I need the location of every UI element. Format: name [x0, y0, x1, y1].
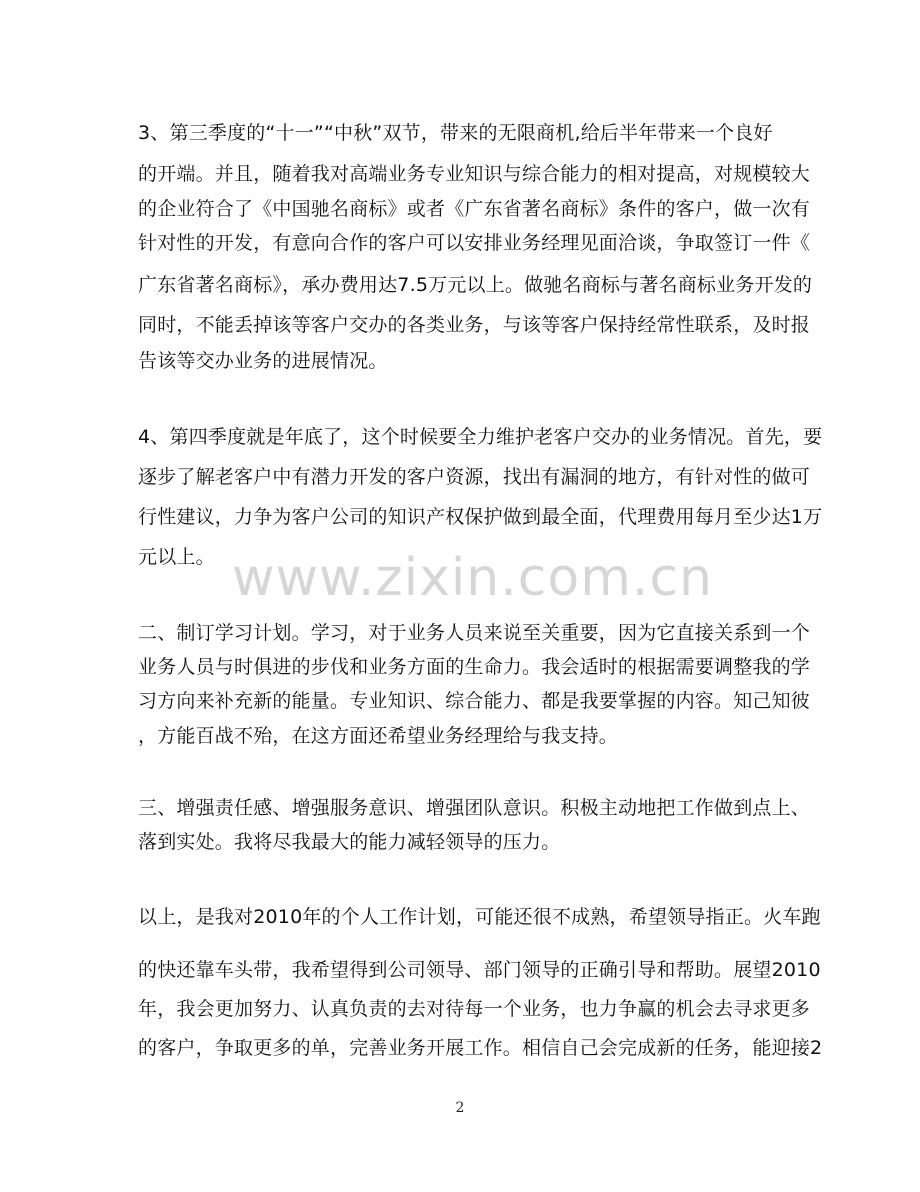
text-line: 广东省著名商标》，承办费用达7.5万元以上。做驰名商标与著名商标业务开发的: [138, 274, 813, 296]
text-line: 元以上。: [138, 546, 215, 568]
text-line: 年，我会更加努力、认真负责的去对待每一个业务，也力争赢的机会去寻求更多: [138, 998, 811, 1020]
text-line: 3、第三季度的“十一”“中秋”双节，带来的无限商机,给后半年带来一个良好: [138, 122, 773, 144]
text-line: 行性建议，力争为客户公司的知识产权保护做到最全面，代理费用每月至少达1万: [138, 506, 823, 528]
text-line: 逐步了解老客户中有潜力开发的客户资源，找出有漏洞的地方，有针对性的做可: [138, 466, 811, 488]
text-line: 告该等交办业务的进展情况。: [138, 350, 388, 372]
text-line: 习方向来补充新的能量。专业知识、综合能力、都是我要掌握的内容。知己知彼: [138, 690, 811, 712]
text-line: 的企业符合了《中国驰名商标》或者《广东省著名商标》条件的客户，做一次有: [138, 198, 811, 220]
text-line: ，方能百战不殆，在这方面还希望业务经理给与我支持。: [138, 725, 619, 747]
page-number: 2: [455, 1100, 465, 1116]
text-line: 的客户，争取更多的单，完善业务开展工作。相信自己会完成新的任务，能迎接2: [138, 1037, 823, 1059]
text-line: 同时，不能丢掉该等客户交办的各类业务，与该等客户保持经常性联系，及时报: [138, 314, 811, 336]
text-line: 的快还靠车头带，我希望得到公司领导、部门领导的正确引导和帮助。展望2010: [138, 959, 821, 981]
text-line: 落到实处。我将尽我最大的能力减轻领导的压力。: [138, 831, 561, 853]
text-line: 以上，是我对2010年的个人工作计划，可能还很不成熟，希望领导指正。火车跑: [138, 906, 821, 928]
text-line: 三、增强责任感、增强服务意识、增强团队意识。积极主动地把工作做到点上、: [138, 797, 811, 819]
text-line: 的开端。并且，随着我对高端业务专业知识与综合能力的相对提高，对规模较大: [138, 163, 811, 185]
watermark: www.zixin.com.cn: [232, 548, 713, 608]
text-line: 4、第四季度就是年底了，这个时候要全力维护老客户交办的业务情况。首先，要: [138, 426, 823, 448]
text-line: 针对性的开发，有意向合作的客户可以安排业务经理见面洽谈，争取签订一件《: [138, 232, 811, 254]
text-line: 业务人员与时俱进的步伐和业务方面的生命力。我会适时的根据需要调整我的学: [138, 656, 811, 678]
text-line: 二、制订学习计划。学习，对于业务人员来说至关重要，因为它直接关系到一个: [138, 622, 811, 644]
